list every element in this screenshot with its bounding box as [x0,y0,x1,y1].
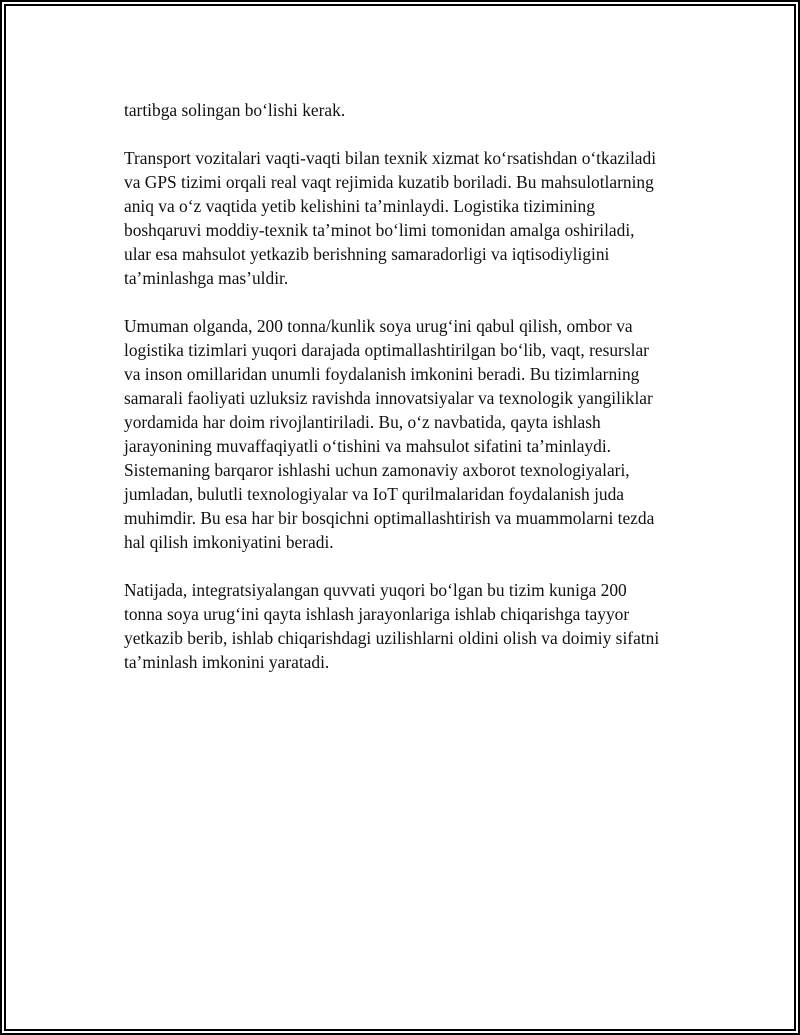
text-line: aniq va o‘z vaqtida yetib kelishini ta’minlaydi. Logistika tizimining [124,196,595,216]
text-line: boshqaruvi moddiy-texnik ta’minot bo‘limi tomonidan amalga oshiriladi, [124,220,635,240]
text-line: ular esa mahsulot yetkazib berishning samaradorligi va iqtisodiyligini [124,244,610,264]
text-line: Umuman olganda, 200 tonna/kunlik soya urug‘ini qabul qilish, ombor va [124,316,633,336]
text-line: yetkazib berib, ishlab chiqarishdagi uzilishlarni oldini olish va doimiy sifatni [124,628,660,648]
text-line: ta’minlashga mas’uldir. [124,268,289,288]
document-body [124,98,694,698]
text-line: Transport vozitalari vaqti-vaqti bilan texnik xizmat ko‘rsatishdan o‘tkaziladi [124,148,657,168]
text-line: yordamida har doim rivojlantiriladi. Bu, o‘z navbatida, qayta ishlash [124,412,601,432]
paragraph-4 [124,578,694,674]
text-line: Natijada, integratsiyalangan quvvati yuqori bo‘lgan bu tizim kuniga 200 [124,580,627,600]
text-line: hal qilish imkoniyatini beradi. [124,532,334,552]
text-line: samarali faoliyati uzluksiz ravishda innovatsiyalar va texnologik yangiliklar [124,388,653,408]
text-line: logistika tizimlari yuqori darajada optimallashtirilgan bo‘lib, vaqt, resurslar [124,340,649,360]
text-line: jumladan, bulutli texnologiyalar va IoT qurilmalaridan foydalanish juda [124,484,625,504]
paragraph-1 [124,98,694,122]
text-line: va inson omillaridan unumli foydalanish imkonini beradi. Bu tizimlarning [124,364,640,384]
text-line: va GPS tizimi orqali real vaqt rejimida kuzatib boriladi. Bu mahsulotlarning [124,172,654,192]
text-line: Sistemaning barqaror ishlashi uchun zamonaviy axborot texnologiyalari, [124,460,630,480]
text-line: muhimdir. Bu esa har bir bosqichni optimallashtirish va muammolarni tezda [124,508,655,528]
text-line: tonna soya urug‘ini qayta ishlash jarayonlariga ishlab chiqarishga tayyor [124,604,630,624]
text-line: tartibga solingan bo‘lishi kerak. [124,100,346,120]
text-line: ta’minlash imkonini yaratadi. [124,652,330,672]
text-line: jarayonining muvaffaqiyatli o‘tishini va mahsulot sifatini ta’minlaydi. [124,436,612,456]
paragraph-3 [124,314,694,554]
paragraph-2 [124,146,694,290]
